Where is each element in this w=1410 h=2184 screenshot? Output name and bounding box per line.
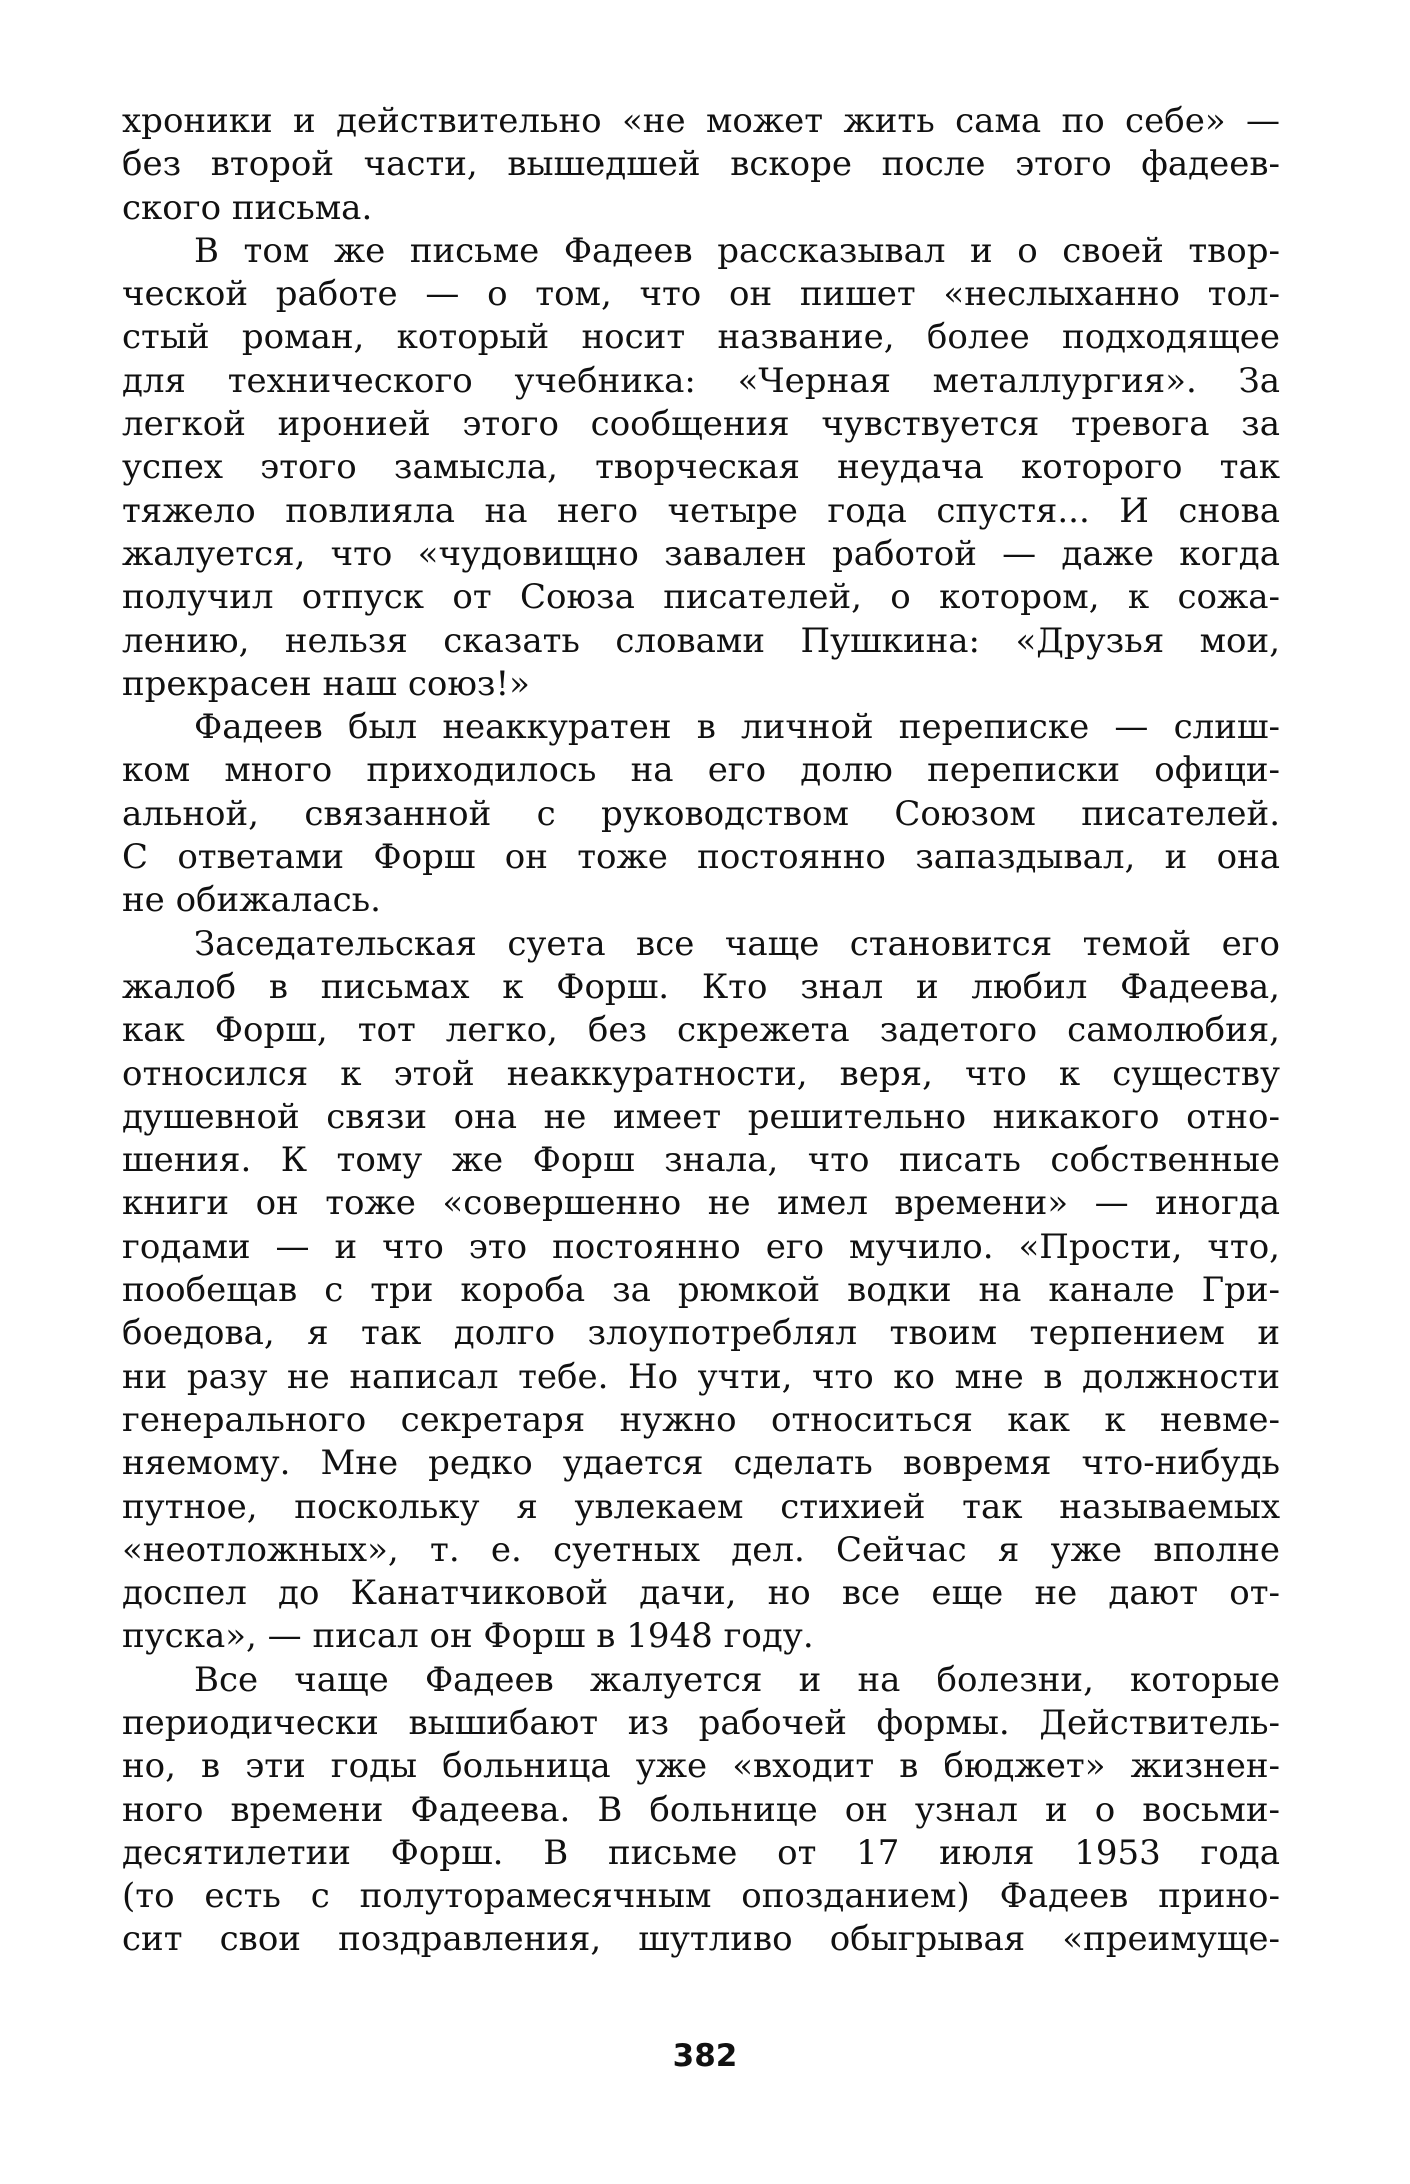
text-line: пообещав с три короба за рюмкой водки на канале Гри- [122,1270,1280,1311]
text-line: В том же письме Фадеев рассказывал и о своей твор- [194,230,1280,271]
text-line: боедова, я так долго злоупотреблял твоим терпением и [122,1313,1280,1354]
text-line: книги он тоже «совершенно не имел времени» — иногда [122,1183,1280,1224]
text-line: ком много приходилось на его долю переписки офици- [122,750,1280,791]
text-line: десятилетии Форш. В письме от 17 июля 1953 года [122,1832,1280,1873]
text-line: хроники и действительно «не может жить сама по себе» — [122,101,1280,141]
text-line: легкой иронией этого сообщения чувствуется тревога за [122,404,1280,445]
paragraph [122,230,1280,706]
text-line: но, в эти годы больница уже «входит в бюджет» жизнен- [122,1746,1280,1787]
text-line: прекрасен наш союз!» [122,663,530,704]
text-line: Заседательская суета все чаще становится темой его [194,923,1280,964]
page-number: 382 [672,2038,738,2074]
text-line: относился к этой неаккуратности, веря, что к существу [122,1053,1280,1094]
text-line: успех этого замысла, творческая неудача которого так [122,447,1280,488]
text-line: сит свои поздравления, шутливо обыгрывая «преимуще- [122,1919,1280,1960]
text-line: для технического учебника: «Черная металлургия». За [122,360,1280,401]
text-line: Фадеев был неаккуратен в личной переписке — слиш- [194,707,1280,748]
text-line: ского письма. [122,187,373,228]
text-line: как Форш, тот легко, без скрежета задетого самолюбия, [122,1010,1280,1051]
text-line: Все чаще Фадеев жалуется и на болезни, которые [194,1659,1280,1700]
body-text [122,100,1280,1962]
text-line: без второй части, вышедшей вскоре после этого фадеев- [122,144,1280,185]
text-line: генерального секретаря нужно относиться как к невме- [122,1399,1280,1440]
text-line: пуска», — писал он Форш в 1948 году. [122,1616,814,1657]
text-line: жалуется, что «чудовищно завален работой — даже когда [122,533,1280,574]
text-line: периодически вышибают из рабочей формы. Действитель- [122,1702,1280,1743]
text-line: получил отпуск от Союза писателей, о котором, к сожа- [122,577,1280,618]
text-line: альной, связанной с руководством Союзом писателей. [122,793,1280,834]
text-line: не обижалась. [122,880,381,921]
text-line: ни разу не написал тебе. Но учти, что ко мне в должности [122,1356,1280,1397]
text-line: тяжело повлияла на него четыре года спустя... И снова [122,490,1280,531]
paragraph [122,100,1280,230]
text-line: душевной связи она не имеет решительно никакого отно- [122,1096,1280,1137]
text-line: годами — и что это постоянно его мучило. «Прости, что, [122,1226,1280,1267]
text-line: няемому. Мне редко удается сделать вовремя что-нибудь [122,1443,1280,1484]
text-line: ного времени Фадеева. В больнице он узнал и о восьми- [122,1789,1280,1830]
text-line: С ответами Форш он тоже постоянно запаздывал, и она [122,837,1280,878]
text-line: (то есть с полуторамесячным опозданием) Фадеев прино- [122,1876,1280,1917]
text-line: доспел до Канатчиковой дачи, но все еще не дают от- [122,1573,1280,1614]
paragraph [122,1659,1280,1962]
paragraph [122,706,1280,922]
text-line: стый роман, который носит название, более подходящее [122,317,1280,358]
text-line: шения. К тому же Форш знала, что писать собственные [122,1140,1280,1181]
text-line: жалоб в письмах к Форш. Кто знал и любил Фадеева, [122,966,1280,1007]
text-line: ческой работе — о том, что он пишет «неслыханно тол- [122,274,1280,315]
paragraph [122,923,1280,1659]
text-line: «неотложных», т. е. суетных дел. Сейчас я уже вполне [122,1529,1280,1570]
text-line: путное, поскольку я увлекаем стихией так называемых [122,1486,1280,1527]
text-line: лению, нельзя сказать словами Пушкина: «Друзья мои, [122,620,1280,661]
